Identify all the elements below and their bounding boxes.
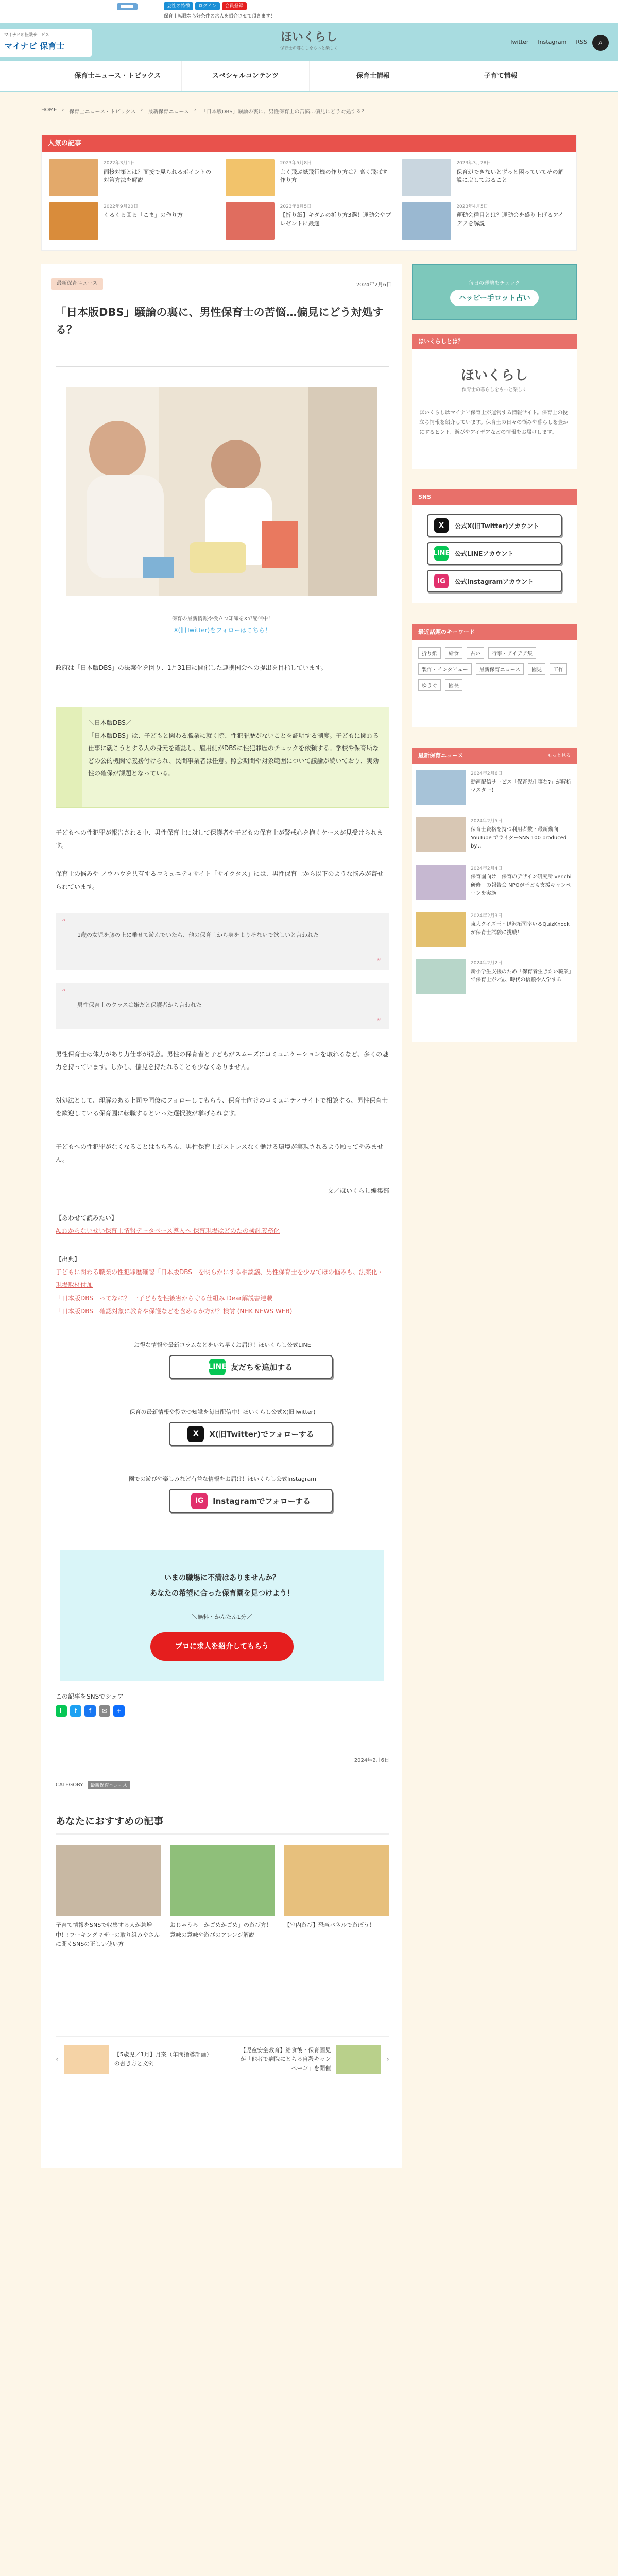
breadcrumb-category[interactable]: 最新保育ニュース (148, 109, 189, 115)
recommend-grid (56, 1845, 389, 1950)
latest-news-date: 2024年2月6日 (471, 771, 503, 776)
uranai-sub: 毎日の運勢をチェック (469, 280, 520, 286)
share-facebook-icon[interactable]: f (84, 1705, 96, 1717)
source-label: 【出典】 (56, 1256, 81, 1263)
popular-date: 2023年5月8日 (280, 161, 312, 166)
login-button[interactable]: ログイン (195, 2, 220, 10)
author: 文／ほいくらし編集部 (327, 1187, 389, 1194)
global-nav (0, 61, 618, 92)
x-follow-label: X(旧Twitter)でフォローする (209, 1429, 314, 1439)
quote-open-icon: “ (62, 917, 66, 927)
category-tag[interactable]: 最新保育ニュース (88, 1781, 131, 1789)
prev-post-thumb (64, 2045, 109, 2074)
brand-name: ほいくらし (280, 31, 337, 44)
line-add-button[interactable] (169, 1355, 333, 1379)
latest-news-more[interactable]: もっと見る (547, 753, 571, 758)
nav-news[interactable]: 保育士ニュース・トピックス (54, 61, 181, 91)
line-icon: LINE (209, 1359, 226, 1375)
popular-title: 人気の記事 (42, 135, 576, 152)
search-icon[interactable]: ⌕ (592, 35, 609, 51)
dbs-info-box (56, 707, 389, 808)
related-link[interactable]: A.わからないせい保育士情報データベース導入へ 保育現場はどのたの検討義務化 (56, 1227, 280, 1235)
twitter-follow-link[interactable]: X(旧Twitter)をフォローはこちら！ (174, 626, 271, 634)
popular-item-title: 保育ができないとずっと困っていてその解説に戻しておること (456, 168, 564, 183)
share-label: この記事をSNSでシェア (56, 1693, 124, 1700)
recommend-divider (56, 1833, 389, 1835)
popular-item[interactable] (226, 159, 393, 196)
recommend-image (284, 1845, 389, 1916)
job-cta-box (60, 1550, 384, 1681)
popular-item[interactable] (49, 159, 216, 196)
popular-item-title: 面接対策とは？面接で見られるポイントの対策方法を解説 (104, 168, 211, 183)
title-divider (56, 366, 389, 367)
latest-news-item-title: 保育士資格を持つ利用者数・最新動向 YouTube でライターSNS 100 produced by... (471, 827, 567, 849)
about-text: ほいくらしはマイナビ保育士が運営する情報サイト。保育士の役立ち情報を紹介しています。保育士の日々の悩みや暮らしを豊かにするヒント、遊びやアイデアなどの情報をお届けします。 (419, 410, 569, 435)
article-title: 「日本版DBS」騒論の裏に、男性保育士の苦悩…偏見にどう対処する？ (56, 306, 384, 336)
share-line-icon[interactable]: L (56, 1705, 67, 1717)
chevron-left-icon: ‹ (56, 2055, 59, 2063)
breadcrumb-sep: › (194, 107, 196, 113)
header (0, 23, 618, 61)
next-post-link[interactable] (235, 2045, 389, 2074)
instagram-cta-heading: 園での遊びや楽しみなど有益な情報をお届け！ほいくらし公式Instagram (129, 1476, 316, 1482)
nav-childcare[interactable]: 子育て情報 (437, 61, 564, 91)
latest-news-date: 2024年2月2日 (471, 961, 503, 966)
latest-news-thumb (416, 959, 466, 994)
popular-item[interactable] (226, 202, 393, 240)
x-icon: X (187, 1426, 204, 1442)
recommend-card[interactable] (284, 1845, 389, 1950)
latest-news-item-title: 保育園向け「保育のデザイン研究所 ver.chi 研修」の報告会 NPOが子ども支援キャンペーンを実施 (471, 874, 572, 896)
hero-image (66, 387, 377, 596)
quote-text: 男性保育士のクラスは嫌だと保護者から言われた (77, 1002, 202, 1008)
recommend-card[interactable] (56, 1845, 161, 1950)
mynavi-tag: マイナビの転職サービス (4, 32, 49, 37)
quote-close-icon: ” (376, 1016, 381, 1026)
sidebar-line-button[interactable] (427, 542, 562, 565)
about-box (412, 334, 577, 469)
quote-block (56, 983, 389, 1029)
popular-item-title: 運動会種目とは？運動会を盛り上げるアイデアを解説 (456, 212, 564, 227)
keyword-list (412, 640, 577, 698)
sidebar-x-button[interactable] (427, 514, 562, 537)
about-brand: ほいくらし (460, 368, 528, 383)
quote-open-icon: “ (62, 987, 66, 997)
prev-post-link[interactable] (56, 2045, 210, 2074)
popular-date: 2022年3月1日 (104, 161, 135, 166)
latest-news-date: 2024年2月3日 (471, 913, 503, 919)
info-box-text: ＼日本版DBS／ 「日本版DBS」は、子どもと関わる職業に就く際、性犯罪歴がないことを証明する制度。子どもに関わる仕事に就こうとする人の身元を確認し、雇用側がDBSに性犯罪歴のチェックを依頼する。学校や保育所などの公的機関で義務付けられ、民間事業者は任意。照会期間や対象範囲について議論が続いており、実効性の確保が課題となっている。 (88, 719, 379, 777)
keyword-tag[interactable]: 製作・インタビュー (418, 663, 472, 675)
mynavi-name: マイナビ 保育士 (4, 41, 65, 51)
keyword-tag[interactable]: 折り紙 (418, 647, 441, 659)
category-line (56, 1781, 130, 1789)
share-twitter-icon[interactable]: t (70, 1705, 81, 1717)
latest-news-heading (412, 748, 577, 764)
latest-news-thumb (416, 770, 466, 805)
related-label: 【あわせて読みたい】 (56, 1214, 118, 1222)
instagram-follow-label: Instagramでフォローする (213, 1496, 311, 1506)
keyword-tag[interactable]: 工作 (550, 663, 567, 675)
breadcrumb-sep: › (62, 107, 64, 113)
source-link[interactable]: 「日本版DBS」確認対象に教育や保護などを含めるか方が？検討 (NHK NEWS WEB) (56, 1307, 293, 1315)
article-paragraph: 保育士の悩みや ノウハウを共有するコミュニティサイト「サイクタス」には、男性保育士から以下のような悩みが寄せられています。 (56, 870, 384, 891)
keyword-tag[interactable]: 占い (467, 647, 484, 659)
header-twitter-link[interactable]: Twitter (509, 39, 529, 45)
keyword-tag[interactable]: 行事・アイデア集 (488, 647, 536, 659)
popular-date: 2023年8月5日 (280, 204, 312, 209)
image-caption: 保育の最新情報や役立つ知識をXで配信中！ (171, 616, 273, 622)
latest-news-title: 最新保育ニュース (418, 752, 464, 759)
x-follow-button[interactable] (169, 1422, 333, 1446)
article (41, 264, 402, 2168)
breadcrumb-home[interactable]: HOME (41, 107, 57, 113)
latest-news-item-title: 新小学生支援のため「保育者生きたい職業」で保育士が2位、時代の信頼や入学する (471, 969, 571, 983)
latest-news-list (412, 764, 577, 1001)
latest-news-thumb (416, 865, 466, 900)
top-note: 保育士転職なら好条件の求人を紹介させて頂きます！ (164, 14, 276, 19)
sns-heading: SNS (412, 489, 577, 505)
quote-block (56, 913, 389, 970)
source-links (56, 1253, 389, 1318)
latest-news-item-title: 動画配信サービス「保育児仕事な?」が解析マスター！ (471, 779, 572, 793)
x-cta-heading: 保育の最新情報や役立つ知識を毎日配信中！ほいくらし公式X(旧Twitter) (129, 1409, 316, 1415)
latest-news-item[interactable] (412, 953, 577, 1001)
line-cta-heading: お得な情報や最新コラムなどをいち早くお届け！ほいくらし公式LINE (134, 1342, 311, 1348)
job-line-1: いまの職場に不満はありませんか？ (164, 1574, 280, 1582)
breadcrumb-sep: › (141, 107, 143, 113)
about-sub: 保育士の暮らしをもっと楽しく (461, 387, 527, 393)
related-links (56, 1212, 389, 1238)
keyword-tag[interactable]: 園児 (528, 663, 545, 675)
article-paragraph: 政府は「日本版DBS」の法案化を図り、1月31日に開催した連携国会への提出を目指しています。 (56, 664, 327, 671)
header-sns (510, 39, 587, 45)
popular-thumb (49, 159, 98, 196)
share-icons (56, 1705, 125, 1717)
popular-thumb (226, 159, 275, 196)
job-line-3: ＼無料・かんたん1分／ (192, 1614, 252, 1620)
instagram-icon: IG (434, 574, 449, 588)
popular-date: 2023年4月5日 (456, 204, 488, 209)
popular-item[interactable] (402, 159, 569, 196)
quote-text: 1歳の女児を膝の上に乗せて遊んでいたら、他の保育士から身をよりそないで欲しいと言われた (77, 931, 319, 938)
category-label: CATEGORY (56, 1782, 83, 1788)
source-link[interactable]: 「日本版DBS」ってなに？ 一子どもを性被害から守る仕組み Dear解説書連載 (56, 1294, 273, 1302)
keyword-box (412, 624, 577, 727)
keyword-tag[interactable]: 園長 (445, 679, 462, 691)
latest-news-thumb (416, 817, 466, 852)
latest-news-item-title: 東大クイズ王・伊沢拓司率いるQuizKnockが保育士試験に挑戦！ (471, 922, 570, 936)
popular-thumb (49, 202, 98, 240)
article-paragraph: 子どもへの性犯罪が報告される中、男性保育士に対して保護者や子どもの保育士が警戒心を抱くケースが見受けられます。 (56, 829, 383, 850)
popular-item-title: くるくる回る「こま」の作り方 (104, 212, 183, 218)
popular-thumb (402, 159, 451, 196)
header-rss-link[interactable]: RSS (576, 39, 587, 45)
sidebar-line-label: 公式LINEアカウント (455, 550, 514, 557)
keyword-tag[interactable]: 最新保育ニュース (476, 663, 524, 675)
sns-box (412, 489, 577, 603)
popular-item[interactable] (402, 202, 569, 240)
sidebar-x-label: 公式X(旧Twitter)アカウント (455, 522, 539, 530)
article-paragraph: 子どもへの性犯罪がなくなることはもちろん、男性保育士がストレスなく働ける環境が実現されるよう願ってやみません。 (56, 1143, 384, 1164)
breadcrumb-news[interactable]: 保育士ニュース・トピックス (69, 109, 136, 115)
mynavi-logo[interactable] (0, 29, 92, 57)
recommend-card[interactable] (170, 1845, 275, 1950)
sidebar-instagram-label: 公式Instagramアカウント (455, 578, 534, 585)
instagram-follow-button[interactable] (169, 1489, 333, 1513)
share-email-icon[interactable]: ✉ (99, 1705, 110, 1717)
share-more-icon[interactable]: + (113, 1705, 125, 1717)
recommend-title: あなたにおすすめの記事 (56, 1816, 164, 1827)
post-pager (56, 2036, 389, 2081)
keyword-tag[interactable]: 給食 (445, 647, 462, 659)
latest-news-thumb (416, 912, 466, 947)
line-add-label: 友だちを追加する (230, 1362, 293, 1372)
next-post-title: 【児童安全教育】給食後・保育園児が「他者で病院にとらる自殺キャンペーン」を開催 (240, 2046, 331, 2072)
nav-special[interactable]: スペシャルコンテンツ (181, 61, 309, 91)
x-icon: X (434, 518, 449, 533)
latest-news-item[interactable] (412, 906, 577, 953)
breadcrumb (41, 107, 367, 115)
header-instagram-link[interactable]: Instagram (538, 39, 567, 45)
popular-thumb (402, 202, 451, 240)
job-line-2: あなたの希望に合った保育園を見つけよう！ (150, 1589, 294, 1598)
recommend-image (170, 1845, 275, 1916)
site-logo[interactable] (112, 2, 143, 12)
popular-date: 2023年3月28日 (456, 161, 491, 166)
source-link[interactable]: 子どもに関わる職業の性犯罪歴確認「日本版DBS」を明らかにする相談議、男性保育士を少なてほの悩みも、法案化・現場取材付加 (56, 1268, 384, 1289)
job-introduce-button[interactable]: プロに求人を紹介してもらう (150, 1632, 294, 1661)
uranai-title: ハッピー手ロット占い (450, 290, 538, 306)
recommend-card-title: おじゃうろ「かごめかごめ」の遊び方！意味の意味や遊びのアレンジ解説 (170, 1922, 272, 1938)
top-strip (0, 0, 618, 23)
recommend-card-title: 子育て情報をSNSで収集する人が急増中！!ワーキングマザーの取り組みやさんに聞くSNSの正しい使い方 (56, 1922, 160, 1948)
article-paragraph: 対処法として、理解のある上司や同僚にフォローしてもらう、保育士向けのコミュニティサイトで相談する、男性保育士を歓迎している保育園に転職するといった選択肢が挙げられます。 (56, 1097, 388, 1117)
recommend-card-title: 【室内遊び】恐竜パネルで遊ぼう！ (284, 1922, 375, 1928)
feature-button[interactable]: 会社の特徴 (164, 2, 193, 10)
latest-news-date: 2024年2月4日 (471, 866, 503, 871)
sidebar-instagram-button[interactable] (427, 570, 562, 592)
latest-news-item[interactable] (412, 858, 577, 906)
popular-item[interactable] (49, 202, 216, 240)
latest-news-date: 2024年2月5日 (471, 819, 503, 824)
brand-logo[interactable] (247, 28, 371, 51)
instagram-icon: IG (191, 1493, 208, 1509)
popular-item-title: よく飛ぶ紙飛行機の作り方は？高く飛ばす作り方 (280, 168, 388, 183)
quote-close-icon: ” (376, 957, 381, 967)
keyword-heading: 最近話題のキーワード (412, 624, 577, 640)
popular-articles (41, 135, 577, 251)
popular-date: 2022年9月20日 (104, 204, 139, 209)
line-icon: LINE (434, 546, 449, 561)
brand-sub: 保育士の暮らしをもっと楽しく (280, 46, 338, 50)
post-date: 2024年2月6日 (356, 282, 391, 288)
uranai-banner[interactable] (412, 264, 577, 320)
latest-news-item[interactable] (412, 811, 577, 858)
latest-news-item[interactable] (412, 764, 577, 811)
info-box-bar (56, 707, 82, 807)
keyword-tag[interactable]: ゆうぐ (418, 679, 441, 691)
chevron-right-icon: › (386, 2055, 389, 2063)
next-post-thumb (336, 2045, 381, 2074)
breadcrumb-current: 「日本版DBS」騒論の裏に、男性保育士の苦悩…偏見にどう対処する？ (201, 109, 367, 115)
category-badge[interactable]: 最新保育ニュース (52, 278, 103, 290)
popular-thumb (226, 202, 275, 240)
register-button[interactable]: 会員登録 (222, 2, 247, 10)
updated-date: 2024年2月6日 (354, 1758, 389, 1764)
latest-news-box (412, 748, 577, 1042)
recommend-image (56, 1845, 161, 1916)
popular-item-title: 【折り紙】キダムの折り方3選！運動会やプレゼントに最適 (280, 212, 391, 227)
nav-info[interactable]: 保育士情報 (309, 61, 437, 91)
prev-post-title: 【5歳児／1月】月案（年間指導計画）の書き方と文例 (114, 2051, 210, 2067)
about-heading: ほいくらしとは？ (412, 334, 577, 349)
article-paragraph: 男性保育士は体力があり力仕事が得意。男性の保育者と子どもがスムーズにコミュニケーションを取れるなど、多くの魅力を持っています。しかし、偏見を持たれることも少なくありません。 (56, 1050, 389, 1071)
